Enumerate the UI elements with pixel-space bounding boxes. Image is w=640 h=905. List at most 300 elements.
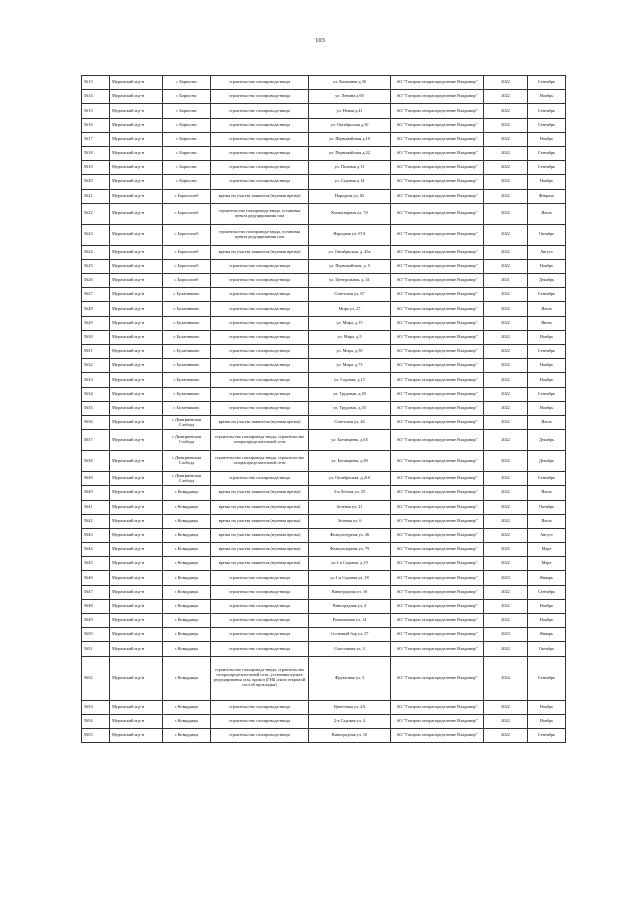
cell-year: 2022 <box>484 373 528 387</box>
cell-row-number: 5646 <box>82 571 110 585</box>
table-row <box>82 656 566 700</box>
cell-work-type: врезка на участке заявителя (нулевая врезка) <box>211 245 309 259</box>
cell-organization: АО "Газпром газораспределение Владимир" <box>391 656 484 700</box>
cell-year: 2022 <box>484 330 528 344</box>
cell-work-type: строительство газопровода-ввода <box>211 316 309 330</box>
cell-year: 2022 <box>484 245 528 259</box>
table-row <box>82 132 566 146</box>
cell-address: ул. Новая д.41 <box>309 104 391 118</box>
cell-month: Ноябрь <box>528 614 566 628</box>
cell-address: ул. Октябрьская, д.21б <box>309 472 391 486</box>
cell-month: Сентябрь <box>528 76 566 90</box>
cell-month: Декабрь <box>528 451 566 472</box>
cell-address: ул.1-я Садовая, д.19 <box>309 557 391 571</box>
cell-row-number: 5654 <box>82 714 110 728</box>
cell-year: 2022 <box>484 528 528 542</box>
cell-address: Народная ул, 82 <box>309 189 391 203</box>
cell-address: ул. Первомайская, д. 5 <box>309 259 391 273</box>
cell-month: Ноябрь <box>528 90 566 104</box>
cell-row-number: 5638 <box>82 451 110 472</box>
cell-organization: АО "Газпром газораспределение Владимир" <box>391 245 484 259</box>
cell-address: Цветочная ул, 2А <box>309 700 391 714</box>
cell-settlement: с Ковардицы <box>163 528 211 542</box>
cell-month: Июль <box>528 486 566 500</box>
cell-row-number: 5614 <box>82 90 110 104</box>
cell-year: 2022 <box>484 224 528 245</box>
cell-settlement: с Ковардицы <box>163 642 211 656</box>
cell-row-number: 5653 <box>82 700 110 714</box>
cell-district: Муромский м.р-н <box>110 76 163 90</box>
cell-work-type: строительство газопровода-ввода <box>211 571 309 585</box>
cell-row-number: 5631 <box>82 345 110 359</box>
cell-year: 2022 <box>484 728 528 742</box>
cell-address: 3-я Лесная ул, 25 <box>309 486 391 500</box>
cell-month: Ноябрь <box>528 401 566 415</box>
cell-settlement: с Борисоглеб <box>163 259 211 273</box>
cell-district: Муромский м.р-н <box>110 330 163 344</box>
cell-organization: АО "Газпром газораспределение Владимир" <box>391 500 484 514</box>
table-row <box>82 189 566 203</box>
cell-row-number: 5630 <box>82 330 110 344</box>
table-row <box>82 571 566 585</box>
cell-district: Муромский м.р-н <box>110 274 163 288</box>
table-row <box>82 628 566 642</box>
cell-address: Коммунарная ул, 70 <box>309 203 391 224</box>
cell-district: Муромский м.р-н <box>110 189 163 203</box>
cell-year: 2022 <box>484 76 528 90</box>
cell-month: Сентябрь <box>528 161 566 175</box>
cell-organization: АО "Газпром газораспределение Владимир" <box>391 415 484 429</box>
cell-year: 2022 <box>484 189 528 203</box>
cell-row-number: 5625 <box>82 259 110 273</box>
cell-district: Муромский м.р-н <box>110 700 163 714</box>
table-row <box>82 203 566 224</box>
cell-month: Декабрь <box>528 274 566 288</box>
cell-year: 2022 <box>484 387 528 401</box>
cell-settlement: с Ковардицы <box>163 656 211 700</box>
table-row <box>82 359 566 373</box>
cell-row-number: 5652 <box>82 656 110 700</box>
cell-year: 2021 <box>484 274 528 288</box>
cell-organization: АО "Газпром газораспределение Владимир" <box>391 528 484 542</box>
cell-month: Октябрь <box>528 500 566 514</box>
cell-district: Муромский м.р-н <box>110 642 163 656</box>
cell-settlement: с Ковардицы <box>163 571 211 585</box>
cell-year: 2022 <box>484 90 528 104</box>
cell-row-number: 5620 <box>82 175 110 189</box>
cell-year: 2022 <box>484 132 528 146</box>
cell-year: 2022 <box>484 472 528 486</box>
cell-month: Январь <box>528 628 566 642</box>
table-row <box>82 451 566 472</box>
cell-settlement: с Борисоглеб <box>163 245 211 259</box>
cell-organization: АО "Газпром газораспределение Владимир" <box>391 430 484 451</box>
cell-organization: АО "Газпром газораспределение Владимир" <box>391 274 484 288</box>
cell-settlement: с Ковардицы <box>163 486 211 500</box>
cell-district: Муромский м.р-н <box>110 245 163 259</box>
cell-row-number: 5655 <box>82 728 110 742</box>
table-row <box>82 345 566 359</box>
cell-row-number: 5641 <box>82 500 110 514</box>
cell-month: Ноябрь <box>528 259 566 273</box>
cell-row-number: 5626 <box>82 274 110 288</box>
cell-settlement: с Ковардицы <box>163 728 211 742</box>
cell-address: ул. Октябрьская, д. 45а <box>309 245 391 259</box>
cell-row-number: 5650 <box>82 628 110 642</box>
cell-organization: АО "Газпром газораспределение Владимир" <box>391 175 484 189</box>
cell-settlement: с Булатниково <box>163 401 211 415</box>
cell-work-type: строительство газопровода-ввода <box>211 472 309 486</box>
cell-district: Муромский м.р-н <box>110 728 163 742</box>
cell-organization: АО "Газпром газораспределение Владимир" <box>391 451 484 472</box>
cell-settlement: с Ковардицы <box>163 614 211 628</box>
cell-row-number: 5640 <box>82 486 110 500</box>
table-row <box>82 543 566 557</box>
cell-district: Муромский м.р-н <box>110 302 163 316</box>
cell-address: ул. Первомайская д.22 <box>309 146 391 160</box>
cell-settlement: с Борисово <box>163 90 211 104</box>
cell-year: 2022 <box>484 288 528 302</box>
cell-settlement: с Ковардицы <box>163 599 211 613</box>
cell-district: Муромский м.р-н <box>110 90 163 104</box>
cell-organization: АО "Газпром газораспределение Владимир" <box>391 76 484 90</box>
cell-work-type: строительство газопровода-ввода <box>211 90 309 104</box>
cell-district: Муромский м.р-н <box>110 104 163 118</box>
cell-organization: АО "Газпром газораспределение Владимир" <box>391 514 484 528</box>
cell-year: 2022 <box>484 203 528 224</box>
cell-address: ул. Садовая, д.15 <box>309 373 391 387</box>
cell-district: Муромский м.р-н <box>110 472 163 486</box>
cell-row-number: 5635 <box>82 401 110 415</box>
cell-work-type: строительство газопровода-ввода <box>211 614 309 628</box>
table-row <box>82 514 566 528</box>
cell-address: Советская ул, 44 <box>309 415 391 429</box>
table-row <box>82 642 566 656</box>
cell-address: Ромашковая ул, 14 <box>309 614 391 628</box>
cell-year: 2022 <box>484 451 528 472</box>
cell-settlement: с Борисоглеб <box>163 224 211 245</box>
cell-address: ул. Первомайская д.10 <box>309 132 391 146</box>
cell-address: Советская ул, 67 <box>309 288 391 302</box>
cell-work-type: строительство газопровода-ввода <box>211 175 309 189</box>
cell-address: 2-я Садовая ул, 4 <box>309 714 391 728</box>
cell-month: Июнь <box>528 316 566 330</box>
cell-address: Народная ул. 67А <box>309 224 391 245</box>
cell-work-type: строительство газопровода-ввода <box>211 728 309 742</box>
cell-address: ул. Мира, д.73 <box>309 359 391 373</box>
table-row <box>82 146 566 160</box>
cell-work-type: строительство газопровода-ввода <box>211 599 309 613</box>
cell-settlement: с Ковардицы <box>163 514 211 528</box>
cell-address: ул.1-я Садовая ул, 18 <box>309 571 391 585</box>
cell-district: Муромский м.р-н <box>110 387 163 401</box>
cell-address: Фруктовая ул, 3 <box>309 656 391 700</box>
cell-work-type: строительство газопровода-ввода <box>211 714 309 728</box>
table-row <box>82 585 566 599</box>
cell-address: ул. Мира, д.15 <box>309 316 391 330</box>
cell-row-number: 5623 <box>82 224 110 245</box>
table-row <box>82 90 566 104</box>
cell-month: Август <box>528 528 566 542</box>
cell-organization: АО "Газпром газораспределение Владимир" <box>391 373 484 387</box>
table-row <box>82 430 566 451</box>
cell-settlement: с Борисоглеб <box>163 274 211 288</box>
cell-month: Сентябрь <box>528 345 566 359</box>
cell-row-number: 5613 <box>82 76 110 90</box>
cell-settlement: с Ковардицы <box>163 714 211 728</box>
cell-row-number: 5616 <box>82 118 110 132</box>
cell-settlement: с Булатниково <box>163 288 211 302</box>
cell-row-number: 5649 <box>82 614 110 628</box>
cell-address: Физкультурная ул, 46 <box>309 528 391 542</box>
cell-work-type: строительство газопровода-ввода, строительство газораспределительной сети, установка пункта редуцирования газа, прокол (ГНБ и/или открытой способ прокладки) <box>211 656 309 700</box>
cell-settlement: с Борисово <box>163 175 211 189</box>
cell-year: 2022 <box>484 104 528 118</box>
cell-row-number: 5642 <box>82 514 110 528</box>
cell-address: Виноградная ул, 16 <box>309 585 391 599</box>
cell-settlement: с Борисово <box>163 76 211 90</box>
cell-row-number: 5651 <box>82 642 110 656</box>
cell-settlement: с Ковардицы <box>163 543 211 557</box>
cell-row-number: 5637 <box>82 430 110 451</box>
cell-month: Август <box>528 245 566 259</box>
cell-month: Ноябрь <box>528 175 566 189</box>
cell-settlement: с Ковардицы <box>163 700 211 714</box>
cell-work-type: строительство газопровода-ввода <box>211 642 309 656</box>
cell-address: ул. Ботанарева, д.65 <box>309 430 391 451</box>
cell-district: Муромский м.р-н <box>110 146 163 160</box>
cell-year: 2022 <box>484 175 528 189</box>
cell-settlement: с Борисово <box>163 118 211 132</box>
cell-address: ул. Полевая д.11 <box>309 161 391 175</box>
cell-work-type: строительство газопровода-ввода, строительство газораспределительной сети <box>211 451 309 472</box>
cell-settlement: с Дмитриевская Слобода <box>163 451 211 472</box>
cell-district: Муромский м.р-н <box>110 288 163 302</box>
cell-month: Ноябрь <box>528 714 566 728</box>
cell-year: 2022 <box>484 359 528 373</box>
cell-settlement: с Ковардицы <box>163 585 211 599</box>
table-row <box>82 302 566 316</box>
cell-address: ул. Калинина д.30 <box>309 76 391 90</box>
table-row <box>82 700 566 714</box>
cell-address: Счастливая ул, 3 <box>309 642 391 656</box>
cell-work-type: строительство газопровода-ввода <box>211 76 309 90</box>
cell-settlement: с Ковардицы <box>163 557 211 571</box>
cell-address: Зеленая ул, 21 <box>309 500 391 514</box>
cell-organization: АО "Газпром газораспределение Владимир" <box>391 401 484 415</box>
cell-organization: АО "Газпром газораспределение Владимир" <box>391 161 484 175</box>
cell-work-type: строительство газопровода-ввода <box>211 146 309 160</box>
cell-work-type: строительство газопровода-ввода, строительство газораспределительной сети <box>211 430 309 451</box>
table-row <box>82 528 566 542</box>
cell-address: ул. Центральная, д. 41 <box>309 274 391 288</box>
cell-work-type: врезка на участке заявителя (нулевая врезка) <box>211 543 309 557</box>
cell-address: ул. Садовая д.14 <box>309 175 391 189</box>
cell-organization: АО "Газпром газораспределение Владимир" <box>391 472 484 486</box>
cell-address: ул. Трудовая, д.29 <box>309 387 391 401</box>
cell-organization: АО "Газпром газораспределение Владимир" <box>391 288 484 302</box>
table-row <box>82 175 566 189</box>
cell-work-type: строительство газопровода-ввода, установка пункта редуцирования газа <box>211 224 309 245</box>
cell-settlement: с Борисоглеб <box>163 203 211 224</box>
cell-work-type: строительство газопровода-ввода <box>211 302 309 316</box>
cell-district: Муромский м.р-н <box>110 543 163 557</box>
cell-settlement: с Борисово <box>163 161 211 175</box>
cell-work-type: строительство газопровода-ввода <box>211 628 309 642</box>
cell-district: Муромский м.р-н <box>110 500 163 514</box>
cell-work-type: врезка на участке заявителя (нулевая врезка) <box>211 500 309 514</box>
cell-row-number: 5618 <box>82 146 110 160</box>
cell-month: Сентябрь <box>528 728 566 742</box>
cell-settlement: с Дмитриевская Слобода <box>163 430 211 451</box>
cell-work-type: строительство газопровода-ввода <box>211 401 309 415</box>
cell-year: 2022 <box>484 614 528 628</box>
cell-work-type: строительство газопровода-ввода <box>211 132 309 146</box>
cell-district: Муромский м.р-н <box>110 203 163 224</box>
cell-month: Сентябрь <box>528 146 566 160</box>
table-row <box>82 316 566 330</box>
cell-district: Муромский м.р-н <box>110 571 163 585</box>
cell-year: 2022 <box>484 557 528 571</box>
cell-year: 2022 <box>484 700 528 714</box>
cell-address: Виноградная ул, 10 <box>309 728 391 742</box>
cell-year: 2022 <box>484 401 528 415</box>
cell-month: Ноябрь <box>528 700 566 714</box>
cell-year: 2025 <box>484 543 528 557</box>
cell-district: Муромский м.р-н <box>110 528 163 542</box>
cell-year: 2024 <box>484 656 528 700</box>
cell-organization: АО "Газпром газораспределение Владимир" <box>391 259 484 273</box>
table-row <box>82 373 566 387</box>
cell-month: Март <box>528 543 566 557</box>
cell-address: Зеленая ул, 6 <box>309 514 391 528</box>
cell-work-type: врезка на участке заявителя (нулевая врезка) <box>211 486 309 500</box>
cell-month: Декабрь <box>528 430 566 451</box>
cell-year: 2022 <box>484 486 528 500</box>
cell-row-number: 5639 <box>82 472 110 486</box>
cell-organization: АО "Газпром газораспределение Владимир" <box>391 614 484 628</box>
cell-year: 2022 <box>484 316 528 330</box>
cell-district: Муромский м.р-н <box>110 599 163 613</box>
cell-district: Муромский м.р-н <box>110 359 163 373</box>
cell-district: Муромский м.р-н <box>110 451 163 472</box>
cell-address: ул. Ленина д.60 <box>309 90 391 104</box>
cell-organization: АО "Газпром газораспределение Владимир" <box>391 543 484 557</box>
cell-district: Муромский м.р-н <box>110 486 163 500</box>
cell-organization: АО "Газпром газораспределение Владимир" <box>391 700 484 714</box>
cell-organization: АО "Газпром газораспределение Владимир" <box>391 146 484 160</box>
cell-row-number: 5621 <box>82 189 110 203</box>
cell-year: 2022 <box>484 500 528 514</box>
cell-year: 2022 <box>484 118 528 132</box>
table-row <box>82 728 566 742</box>
cell-organization: АО "Газпром газораспределение Владимир" <box>391 330 484 344</box>
cell-month: Ноябрь <box>528 330 566 344</box>
table-row <box>82 259 566 273</box>
cell-settlement: с Борисово <box>163 132 211 146</box>
cell-organization: АО "Газпром газораспределение Владимир" <box>391 316 484 330</box>
cell-row-number: 5644 <box>82 543 110 557</box>
cell-month: Сентябрь <box>528 118 566 132</box>
table-row <box>82 714 566 728</box>
cell-month: Январь <box>528 571 566 585</box>
cell-work-type: строительство газопровода-ввода <box>211 387 309 401</box>
cell-settlement: с Ковардицы <box>163 500 211 514</box>
cell-settlement: с Булатниково <box>163 330 211 344</box>
cell-settlement: с Булатниково <box>163 387 211 401</box>
cell-organization: АО "Газпром газораспределение Владимир" <box>391 132 484 146</box>
cell-district: Муромский м.р-н <box>110 373 163 387</box>
cell-work-type: строительство газопровода-ввода <box>211 700 309 714</box>
cell-row-number: 5627 <box>82 288 110 302</box>
cell-row-number: 5632 <box>82 359 110 373</box>
cell-row-number: 5647 <box>82 585 110 599</box>
cell-district: Муромский м.р-н <box>110 656 163 700</box>
cell-year: 2022 <box>484 599 528 613</box>
cell-district: Муромский м.р-н <box>110 161 163 175</box>
cell-settlement: с Булатниково <box>163 345 211 359</box>
cell-month: Ноябрь <box>528 373 566 387</box>
cell-settlement: с Дмитриевская Слобода <box>163 415 211 429</box>
cell-row-number: 5645 <box>82 557 110 571</box>
cell-month: Ноябрь <box>528 132 566 146</box>
cell-row-number: 5617 <box>82 132 110 146</box>
cell-row-number: 5634 <box>82 387 110 401</box>
cell-district: Муромский м.р-н <box>110 345 163 359</box>
table-row <box>82 224 566 245</box>
cell-month: Октябрь <box>528 224 566 245</box>
cell-work-type: строительство газопровода-ввода <box>211 161 309 175</box>
cell-row-number: 5619 <box>82 161 110 175</box>
table-row <box>82 557 566 571</box>
page-number: 103 <box>315 37 325 44</box>
cell-address: ул. Октябрьская д.30 <box>309 118 391 132</box>
cell-work-type: строительство газопровода-ввода <box>211 118 309 132</box>
cell-district: Муромский м.р-н <box>110 132 163 146</box>
gasification-table <box>81 75 566 743</box>
cell-organization: АО "Газпром газораспределение Владимир" <box>391 345 484 359</box>
cell-work-type: строительство газопровода-ввода <box>211 585 309 599</box>
cell-row-number: 5624 <box>82 245 110 259</box>
cell-year: 2022 <box>484 430 528 451</box>
cell-address: ул. Ботанарева, д.69 <box>309 451 391 472</box>
cell-settlement: с Борисоглеб <box>163 189 211 203</box>
cell-address: ул. Мира, д.5 <box>309 330 391 344</box>
cell-district: Муромский м.р-н <box>110 259 163 273</box>
cell-row-number: 5648 <box>82 599 110 613</box>
cell-row-number: 5636 <box>82 415 110 429</box>
cell-address: ул. Мира, д.50 <box>309 345 391 359</box>
cell-organization: АО "Газпром газораспределение Владимир" <box>391 599 484 613</box>
table-row <box>82 76 566 90</box>
cell-year: 2022 <box>484 415 528 429</box>
cell-work-type: строительство газопровода-ввода <box>211 359 309 373</box>
cell-row-number: 5615 <box>82 104 110 118</box>
table-row <box>82 415 566 429</box>
cell-work-type: строительство газопровода-ввода <box>211 274 309 288</box>
cell-year: 2023 <box>484 571 528 585</box>
cell-work-type: врезка на участке заявителя (нулевая врезка) <box>211 189 309 203</box>
cell-organization: АО "Газпром газораспределение Владимир" <box>391 628 484 642</box>
cell-work-type: строительство газопровода-ввода <box>211 373 309 387</box>
cell-organization: АО "Газпром газораспределение Владимир" <box>391 90 484 104</box>
table-row <box>82 599 566 613</box>
cell-address: ул. Трудовая, д.33 <box>309 401 391 415</box>
cell-work-type: врезка на участке заявителя (нулевая врезка) <box>211 557 309 571</box>
cell-district: Муромский м.р-н <box>110 614 163 628</box>
cell-month: Июль <box>528 415 566 429</box>
cell-work-type: строительство газопровода-ввода <box>211 288 309 302</box>
